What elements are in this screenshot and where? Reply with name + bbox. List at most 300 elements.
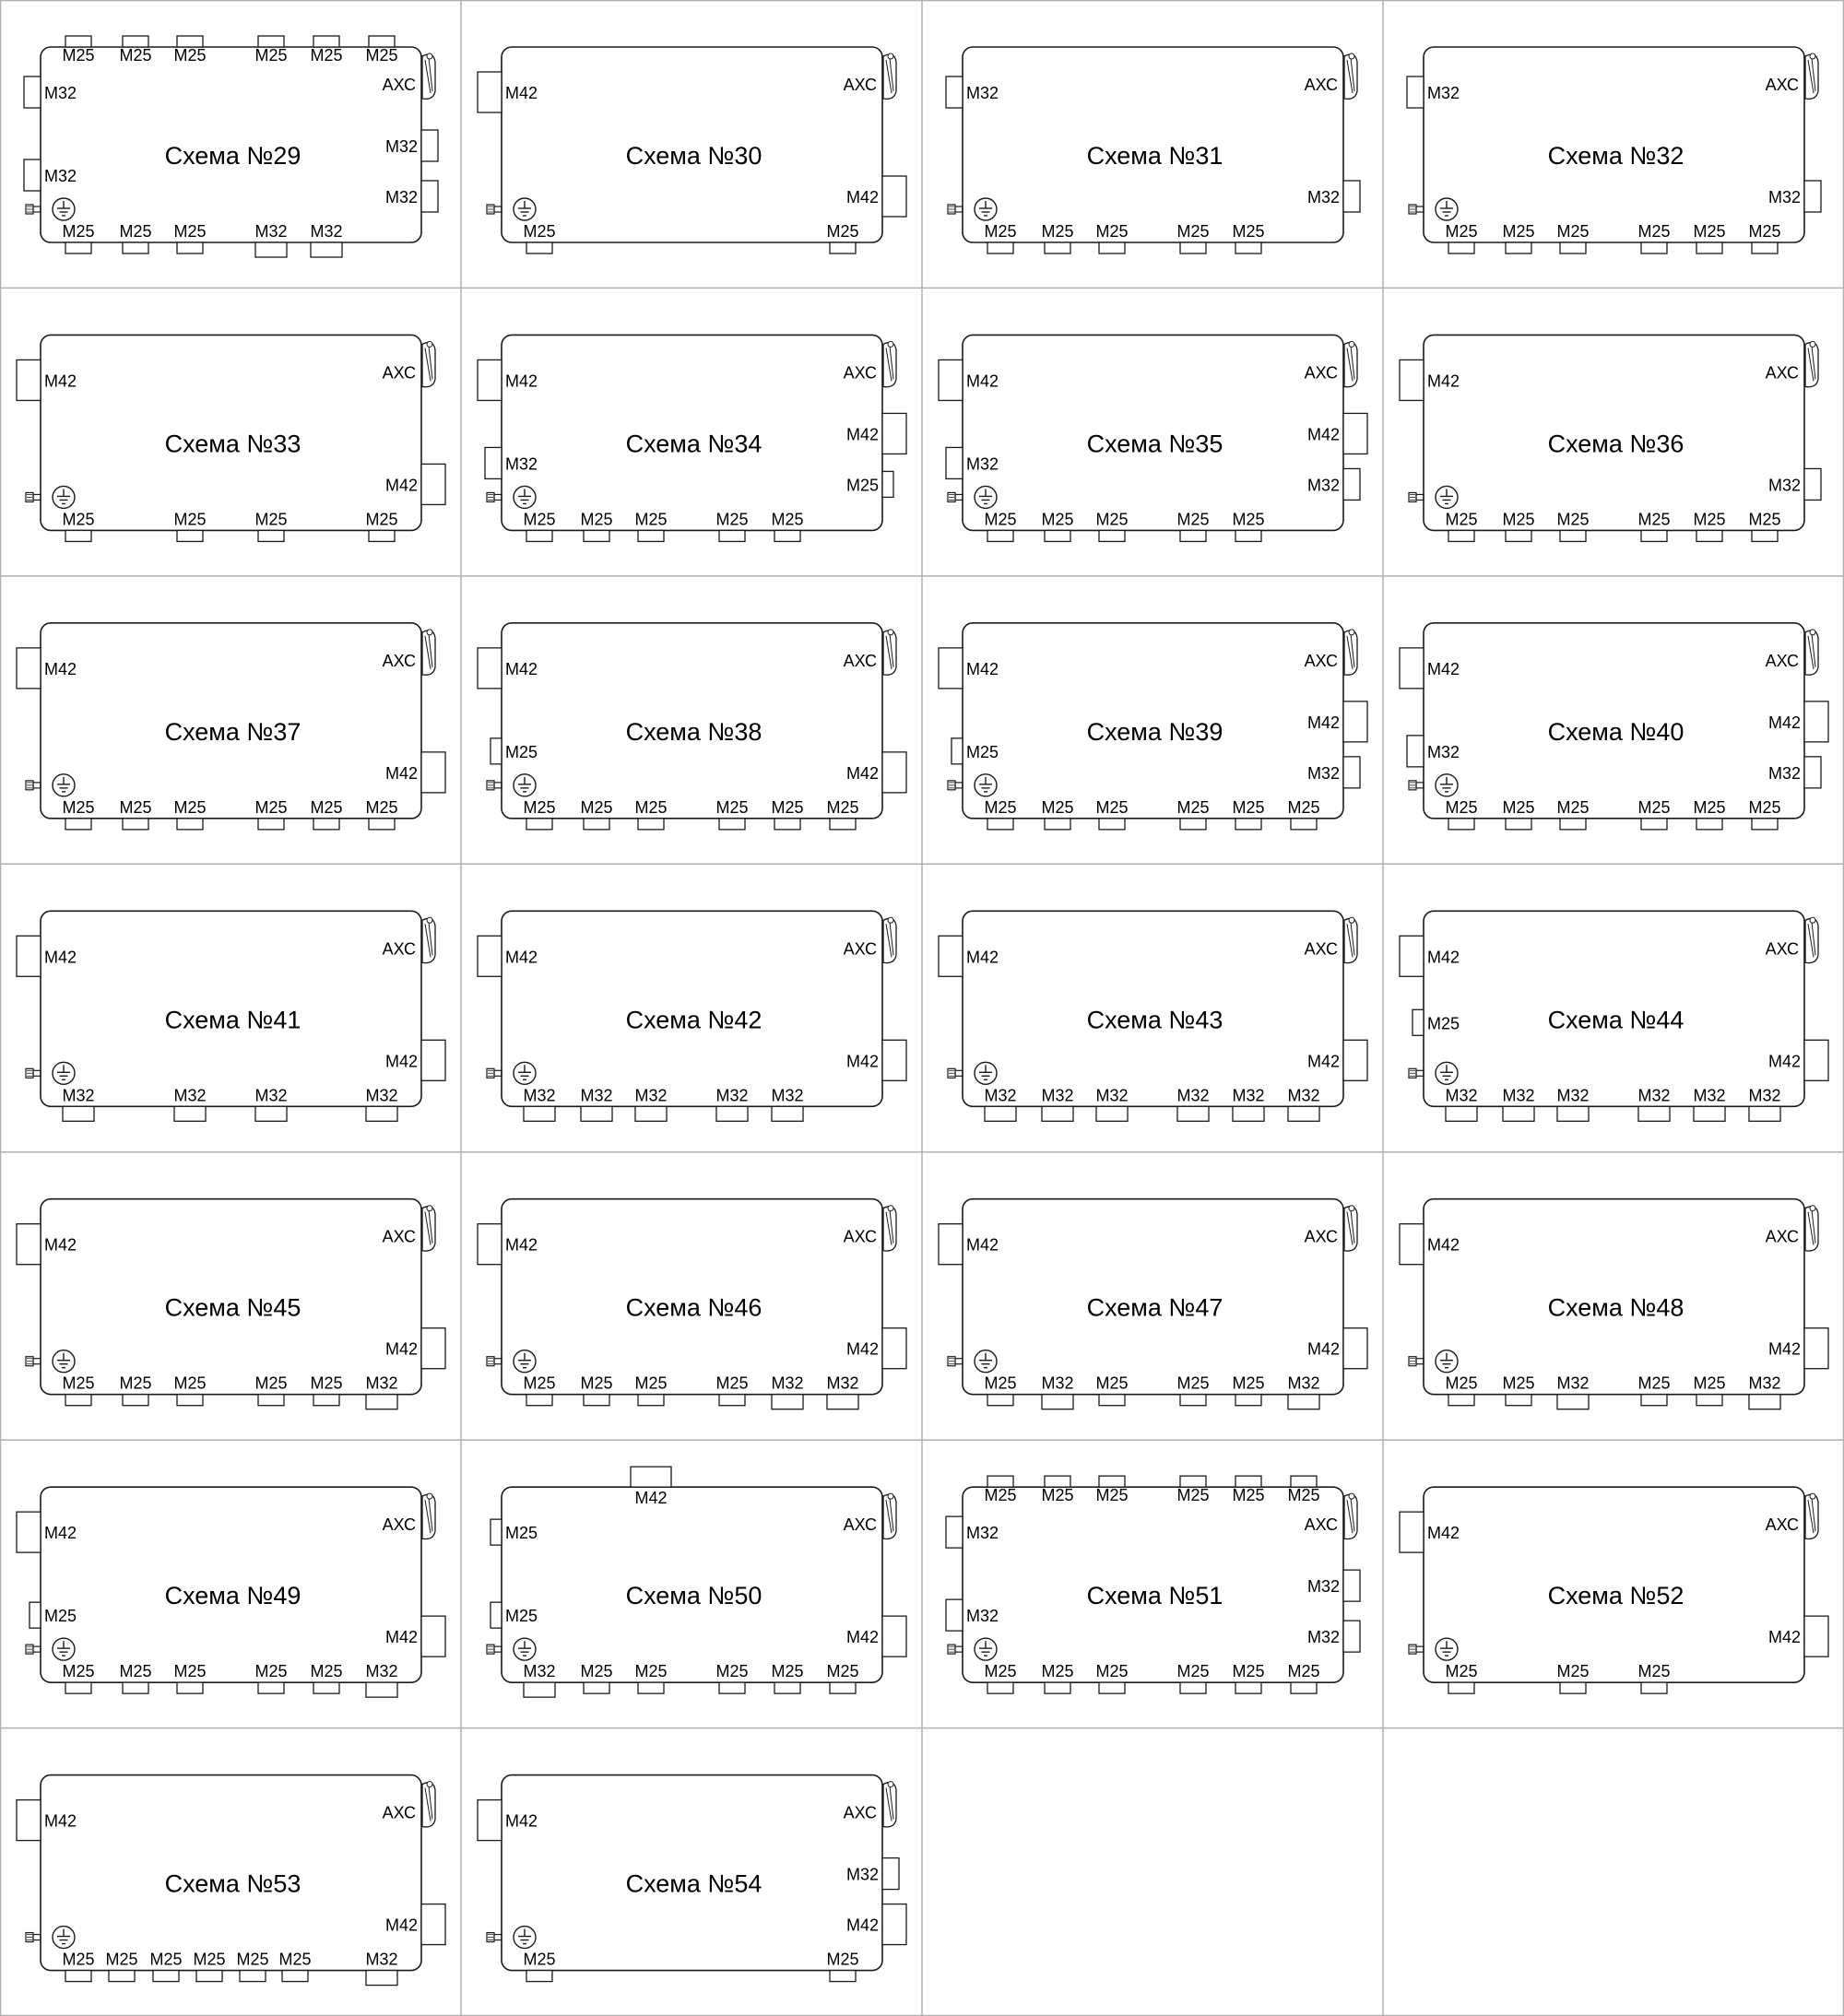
- gland-right: [1343, 757, 1360, 788]
- gland-bottom: [258, 530, 284, 541]
- gland-bottom: [1045, 242, 1070, 253]
- gland-left: [1400, 1224, 1424, 1265]
- gland-bottom-label: M32: [715, 1086, 749, 1105]
- axc-label: АХС: [1765, 76, 1799, 94]
- gland-right: [1804, 1328, 1828, 1369]
- earth-bolt-icon: [1409, 1645, 1424, 1654]
- gland-bottom: [1099, 1395, 1125, 1406]
- gland-bottom-label: M25: [173, 797, 207, 817]
- gland-bottom: [240, 1971, 266, 1982]
- gland-bottom-label: M25: [105, 1950, 138, 1969]
- gland-bottom-label: M25: [254, 1373, 288, 1393]
- earth-bolt-icon: [1409, 1357, 1424, 1366]
- latch-icon: [883, 1493, 896, 1539]
- gland-bottom-label: M25: [1041, 1662, 1074, 1681]
- gland-bottom: [366, 1682, 397, 1697]
- gland-left: [1400, 360, 1424, 400]
- gland-left: [478, 1800, 502, 1841]
- gland-bottom: [638, 1395, 664, 1406]
- gland-right-label: M32: [1767, 188, 1801, 206]
- gland-bottom: [123, 1395, 148, 1406]
- gland-right: [882, 471, 893, 497]
- gland-right-label: M32: [1767, 763, 1801, 783]
- gland-right-label: M32: [1306, 1577, 1340, 1597]
- gland-left-label: M42: [1427, 1235, 1460, 1255]
- gland-right-label: M42: [384, 1052, 418, 1071]
- axc-label: АХС: [843, 363, 877, 383]
- gland-bottom-label: M25: [1637, 1662, 1671, 1681]
- earth-bolt-icon: [26, 1645, 41, 1654]
- scheme-title: Схема №36: [1547, 430, 1684, 458]
- earth-bolt-icon: [487, 1645, 502, 1654]
- latch-icon: [422, 917, 435, 962]
- ground-icon: [53, 1638, 75, 1660]
- gland-bottom-label: M32: [365, 1373, 398, 1393]
- gland-bottom: [1099, 819, 1125, 830]
- gland-bottom: [1096, 1106, 1128, 1121]
- axc-label: АХС: [1304, 76, 1338, 94]
- gland-bottom: [258, 1395, 284, 1406]
- ground-icon: [53, 1350, 75, 1373]
- gland-bottom-label: M25: [1748, 222, 1781, 241]
- gland-right-label: M42: [384, 1628, 418, 1647]
- gland-bottom-label: M25: [523, 510, 556, 529]
- ground-icon: [975, 1350, 997, 1373]
- gland-bottom-label: M32: [1748, 1086, 1781, 1105]
- scheme-title: Схема №33: [164, 430, 301, 458]
- ground-icon: [1436, 1638, 1458, 1660]
- gland-bottom-label: M32: [365, 1086, 398, 1105]
- gland-bottom-label: M25: [1176, 222, 1210, 241]
- scheme-cell: [939, 623, 1367, 830]
- gland-bottom-label: M25: [1232, 1373, 1265, 1393]
- gland-bottom: [1506, 242, 1531, 253]
- gland-bottom: [1560, 1682, 1586, 1693]
- gland-bottom: [1696, 530, 1722, 541]
- gland-left-label: M32: [966, 1607, 999, 1626]
- earth-bolt-icon: [948, 1645, 963, 1654]
- gland-left: [24, 159, 41, 191]
- gland-left: [939, 360, 963, 400]
- gland-bottom: [1291, 819, 1317, 830]
- gland-bottom: [584, 1682, 609, 1693]
- gland-bottom-label: M25: [1287, 1662, 1320, 1681]
- gland-bottom-label: M25: [826, 1950, 859, 1969]
- gland-bottom: [1641, 1395, 1667, 1406]
- gland-right-label: M42: [845, 1628, 879, 1647]
- gland-bottom: [1099, 530, 1125, 541]
- gland-bottom-label: M25: [1693, 1373, 1726, 1393]
- gland-bottom: [1506, 819, 1531, 830]
- gland-bottom-label: M25: [1287, 797, 1320, 817]
- latch-icon: [1344, 1206, 1357, 1251]
- gland-bottom-label: M32: [62, 1086, 95, 1105]
- gland-bottom: [1288, 1395, 1319, 1409]
- gland-left-label: M42: [44, 1811, 77, 1831]
- gland-bottom: [716, 1106, 748, 1121]
- gland-bottom-label: M32: [771, 1086, 804, 1105]
- gland-bottom: [123, 819, 148, 830]
- gland-right-label: M32: [845, 1865, 879, 1884]
- gland-bottom-label: M25: [634, 797, 668, 817]
- scheme-title: Схема №48: [1547, 1293, 1684, 1322]
- gland-bottom: [524, 1106, 555, 1121]
- gland-bottom-label: M32: [365, 1950, 398, 1969]
- gland-right: [421, 1328, 445, 1369]
- gland-bottom-label: M25: [826, 222, 859, 241]
- gland-bottom: [65, 1682, 91, 1693]
- gland-left-label: M32: [966, 1524, 999, 1543]
- gland-right-label: M42: [845, 425, 879, 444]
- scheme-cell: [17, 1487, 445, 1697]
- gland-bottom-label: M25: [1176, 797, 1210, 817]
- gland-bottom: [1448, 1395, 1474, 1406]
- gland-left: [30, 1602, 41, 1628]
- axc-label: АХС: [382, 1515, 416, 1535]
- gland-left-label: M32: [505, 454, 538, 474]
- gland-bottom-label: M32: [826, 1373, 859, 1393]
- gland-bottom: [255, 1106, 287, 1121]
- latch-icon: [422, 1493, 435, 1539]
- gland-left-label: M42: [505, 1811, 538, 1831]
- gland-right: [1804, 701, 1828, 742]
- gland-right-label: M42: [1306, 425, 1340, 444]
- ground-icon: [1436, 486, 1458, 508]
- gland-bottom: [985, 1106, 1016, 1121]
- earth-bolt-icon: [1409, 1068, 1424, 1078]
- gland-right: [421, 1904, 445, 1945]
- gland-bottom: [1235, 530, 1261, 541]
- gland-left: [946, 1599, 963, 1631]
- gland-bottom: [774, 530, 800, 541]
- gland-bottom-label: M25: [1556, 222, 1590, 241]
- gland-bottom: [1042, 1395, 1073, 1409]
- gland-bottom-label: M25: [1095, 1662, 1129, 1681]
- gland-right: [1804, 181, 1821, 212]
- gland-bottom-label: M32: [1748, 1373, 1781, 1393]
- gland-bottom: [584, 819, 609, 830]
- gland-bottom-label: M25: [193, 1950, 226, 1969]
- gland-left: [17, 648, 41, 689]
- gland-bottom-label: M32: [1287, 1086, 1320, 1105]
- gland-bottom: [1045, 530, 1070, 541]
- gland-bottom: [313, 819, 339, 830]
- gland-bottom-label: M32: [1556, 1373, 1590, 1393]
- gland-bottom: [1448, 819, 1474, 830]
- gland-bottom: [369, 819, 395, 830]
- gland-bottom-label: M25: [62, 1950, 95, 1969]
- gland-bottom-label: M25: [1041, 510, 1074, 529]
- gland-left: [1413, 1009, 1424, 1035]
- gland-left: [946, 1516, 963, 1548]
- gland-right: [882, 176, 906, 217]
- gland-right: [421, 464, 445, 504]
- gland-bottom: [123, 242, 148, 253]
- gland-bottom: [1749, 1106, 1780, 1121]
- gland-left: [1407, 736, 1424, 767]
- ground-icon: [514, 198, 536, 220]
- gland-bottom-label: M25: [1041, 797, 1074, 817]
- gland-bottom: [526, 1971, 552, 1982]
- gland-bottom-label: M32: [365, 1662, 398, 1681]
- gland-bottom-label: M25: [1556, 797, 1590, 817]
- scheme-cell: [17, 623, 445, 830]
- gland-bottom-label: M25: [62, 222, 95, 241]
- gland-bottom-label: M32: [254, 222, 288, 241]
- gland-bottom: [987, 819, 1013, 830]
- ground-icon: [1436, 1350, 1458, 1373]
- gland-right: [1804, 468, 1821, 500]
- gland-bottom-label: M25: [62, 1373, 95, 1393]
- gland-bottom-label: M25: [580, 797, 613, 817]
- gland-bottom: [1288, 1106, 1319, 1121]
- axc-label: АХС: [382, 1227, 416, 1246]
- gland-bottom-label: M25: [119, 222, 152, 241]
- scheme-cell: [17, 1775, 445, 1986]
- scheme-title: Схема №41: [164, 1006, 301, 1034]
- gland-top-label: M25: [119, 46, 152, 65]
- gland-bottom-label: M25: [523, 1373, 556, 1393]
- gland-bottom: [635, 1106, 667, 1121]
- gland-bottom: [1180, 242, 1206, 253]
- ground-icon: [514, 1638, 536, 1660]
- scheme-cell: [478, 47, 906, 253]
- gland-bottom-label: M32: [1176, 1086, 1210, 1105]
- scheme-cell: [487, 1467, 906, 1697]
- gland-bottom: [1560, 530, 1586, 541]
- axc-label: АХС: [382, 651, 416, 670]
- gland-bottom: [153, 1971, 179, 1982]
- gland-bottom-label: M25: [634, 510, 668, 529]
- ground-icon: [53, 774, 75, 796]
- gland-bottom-label: M25: [62, 797, 95, 817]
- gland-right-label: M32: [1306, 188, 1340, 206]
- gland-bottom-label: M25: [523, 797, 556, 817]
- gland-bottom-label: M25: [173, 222, 207, 241]
- gland-bottom: [1042, 1106, 1073, 1121]
- gland-top-label: M25: [254, 46, 288, 65]
- gland-right: [1804, 1040, 1828, 1080]
- gland-left: [478, 936, 502, 976]
- gland-left-label: M25: [966, 742, 999, 761]
- gland-top-label: M25: [310, 46, 343, 65]
- scheme-title: Схема №30: [625, 142, 762, 170]
- gland-bottom: [987, 1395, 1013, 1406]
- earth-bolt-icon: [26, 781, 41, 790]
- gland-bottom-label: M25: [826, 1662, 859, 1681]
- gland-bottom-label: M32: [173, 1086, 207, 1105]
- gland-right: [421, 130, 438, 161]
- gland-bottom-label: M25: [580, 1662, 613, 1681]
- gland-right: [421, 1040, 445, 1080]
- ground-icon: [1436, 774, 1458, 796]
- scheme-title: Схема №31: [1086, 142, 1223, 170]
- gland-bottom-label: M25: [1502, 222, 1535, 241]
- gland-bottom-label: M25: [1445, 1662, 1478, 1681]
- ground-icon: [53, 198, 75, 220]
- scheme-title: Схема №47: [1086, 1293, 1223, 1322]
- gland-bottom: [174, 1106, 206, 1121]
- gland-bottom: [526, 530, 552, 541]
- gland-left-label: M25: [44, 1607, 77, 1626]
- gland-bottom-label: M25: [715, 510, 749, 529]
- scheme-title: Схема №45: [164, 1293, 301, 1322]
- gland-bottom: [1557, 1106, 1589, 1121]
- ground-icon: [53, 486, 75, 508]
- scheme-cell: [478, 1199, 906, 1409]
- gland-bottom-label: M25: [1748, 510, 1781, 529]
- ground-icon: [514, 1062, 536, 1084]
- latch-icon: [422, 1206, 435, 1251]
- gland-bottom: [255, 242, 287, 257]
- gland-bottom: [774, 819, 800, 830]
- earth-bolt-icon: [487, 492, 502, 501]
- gland-bottom-label: M25: [771, 1662, 804, 1681]
- scheme-cell: [939, 335, 1367, 541]
- gland-bottom-label: M25: [580, 1373, 613, 1393]
- gland-bottom-label: M25: [580, 510, 613, 529]
- ground-icon: [975, 1638, 997, 1660]
- gland-bottom-label: M25: [1232, 797, 1265, 817]
- gland-bottom-label: M25: [1502, 797, 1535, 817]
- earth-bolt-icon: [1409, 492, 1424, 501]
- gland-left: [478, 1224, 502, 1265]
- gland-right: [421, 752, 445, 793]
- gland-bottom: [1503, 1106, 1534, 1121]
- ground-icon: [53, 1927, 75, 1949]
- gland-left: [17, 936, 41, 976]
- gland-left: [24, 77, 41, 108]
- gland-bottom: [196, 1971, 222, 1982]
- latch-icon: [883, 1206, 896, 1251]
- gland-bottom-label: M25: [1176, 1373, 1210, 1393]
- scheme-cell: [946, 47, 1360, 253]
- gland-bottom-label: M25: [984, 510, 1017, 529]
- gland-bottom: [282, 1971, 308, 1982]
- scheme-title: Схема №46: [625, 1293, 762, 1322]
- gland-left: [478, 648, 502, 689]
- gland-bottom: [1180, 1395, 1206, 1406]
- gland-right-label: M42: [384, 1916, 418, 1935]
- gland-bottom: [1752, 242, 1778, 253]
- earth-bolt-icon: [948, 205, 963, 214]
- gland-bottom: [366, 1971, 397, 1986]
- gland-bottom: [1749, 1395, 1780, 1409]
- axc-label: АХС: [1765, 1515, 1799, 1535]
- scheme-title: Схема №53: [164, 1869, 301, 1898]
- gland-bottom-label: M25: [523, 222, 556, 241]
- gland-right: [882, 1616, 906, 1656]
- gland-bottom-label: M25: [310, 1662, 343, 1681]
- gland-right: [882, 1328, 906, 1369]
- axc-label: АХС: [1765, 651, 1799, 670]
- scheme-cell: [939, 911, 1367, 1121]
- gland-bottom-label: M25: [984, 222, 1017, 241]
- gland-bottom-label: M25: [365, 510, 398, 529]
- gland-bottom: [109, 1971, 135, 1982]
- gland-bottom-label: M25: [254, 797, 288, 817]
- scheme-title: Схема №44: [1547, 1006, 1684, 1034]
- latch-icon: [422, 630, 435, 675]
- gland-left: [17, 1512, 41, 1552]
- gland-bottom: [1180, 1682, 1206, 1693]
- gland-bottom-label: M25: [1041, 222, 1074, 241]
- gland-bottom-label: M32: [984, 1086, 1017, 1105]
- scheme-cell: [478, 335, 906, 541]
- scheme-cell: [946, 1476, 1360, 1693]
- gland-top-label: M25: [1287, 1486, 1320, 1505]
- earth-bolt-icon: [948, 781, 963, 790]
- gland-bottom: [526, 819, 552, 830]
- gland-bottom: [65, 1971, 91, 1982]
- gland-bottom: [719, 1395, 745, 1406]
- gland-bottom-label: M25: [1502, 1373, 1535, 1393]
- gland-right: [1343, 1328, 1367, 1369]
- gland-right: [1343, 701, 1367, 742]
- gland-left: [478, 360, 502, 400]
- gland-right-label: M42: [1306, 1052, 1340, 1071]
- gland-right-label: M42: [845, 1339, 879, 1359]
- gland-bottom: [63, 1106, 94, 1121]
- scheme-title: Схема №42: [625, 1006, 762, 1034]
- gland-bottom: [719, 819, 745, 830]
- gland-bottom-label: M25: [1556, 1662, 1590, 1681]
- gland-bottom-label: M25: [1637, 222, 1671, 241]
- gland-bottom-label: M25: [254, 1662, 288, 1681]
- gland-bottom-label: M25: [1095, 797, 1129, 817]
- gland-right: [1343, 1570, 1360, 1601]
- gland-bottom-label: M25: [1232, 222, 1265, 241]
- gland-left-label: M25: [505, 1607, 538, 1626]
- gland-right-label: M42: [1767, 1628, 1801, 1647]
- latch-icon: [1805, 341, 1818, 386]
- gland-bottom: [827, 1395, 858, 1409]
- axc-label: АХС: [843, 651, 877, 670]
- gland-bottom: [1448, 242, 1474, 253]
- gland-right-label: M42: [1306, 713, 1340, 732]
- scheme-title: Схема №38: [625, 717, 762, 746]
- gland-bottom: [830, 1682, 856, 1693]
- gland-bottom-label: M32: [634, 1086, 668, 1105]
- gland-bottom: [65, 242, 91, 253]
- ground-icon: [514, 1927, 536, 1949]
- axc-label: АХС: [1304, 939, 1338, 959]
- gland-left-label: M32: [966, 454, 999, 474]
- gland-left: [939, 648, 963, 689]
- earth-bolt-icon: [1409, 781, 1424, 790]
- scheme-title: Схема №43: [1086, 1006, 1223, 1034]
- gland-bottom: [584, 530, 609, 541]
- scheme-cell: [478, 911, 906, 1121]
- gland-left-label: M42: [505, 1235, 538, 1255]
- gland-left: [17, 360, 41, 400]
- gland-bottom: [366, 1106, 397, 1121]
- gland-left-label: M32: [1427, 84, 1460, 102]
- earth-bolt-icon: [26, 1068, 41, 1078]
- gland-bottom-label: M25: [715, 1373, 749, 1393]
- gland-left-label: M42: [966, 371, 999, 391]
- gland-bottom-label: M25: [984, 797, 1017, 817]
- gland-bottom: [581, 1106, 612, 1121]
- gland-bottom: [1694, 1106, 1725, 1121]
- ground-icon: [514, 774, 536, 796]
- gland-right: [882, 413, 906, 454]
- gland-bottom-label: M25: [771, 510, 804, 529]
- latch-icon: [1805, 1206, 1818, 1251]
- gland-bottom-label: M25: [1693, 510, 1726, 529]
- gland-right-label: M32: [1306, 1628, 1340, 1647]
- gland-bottom: [774, 1682, 800, 1693]
